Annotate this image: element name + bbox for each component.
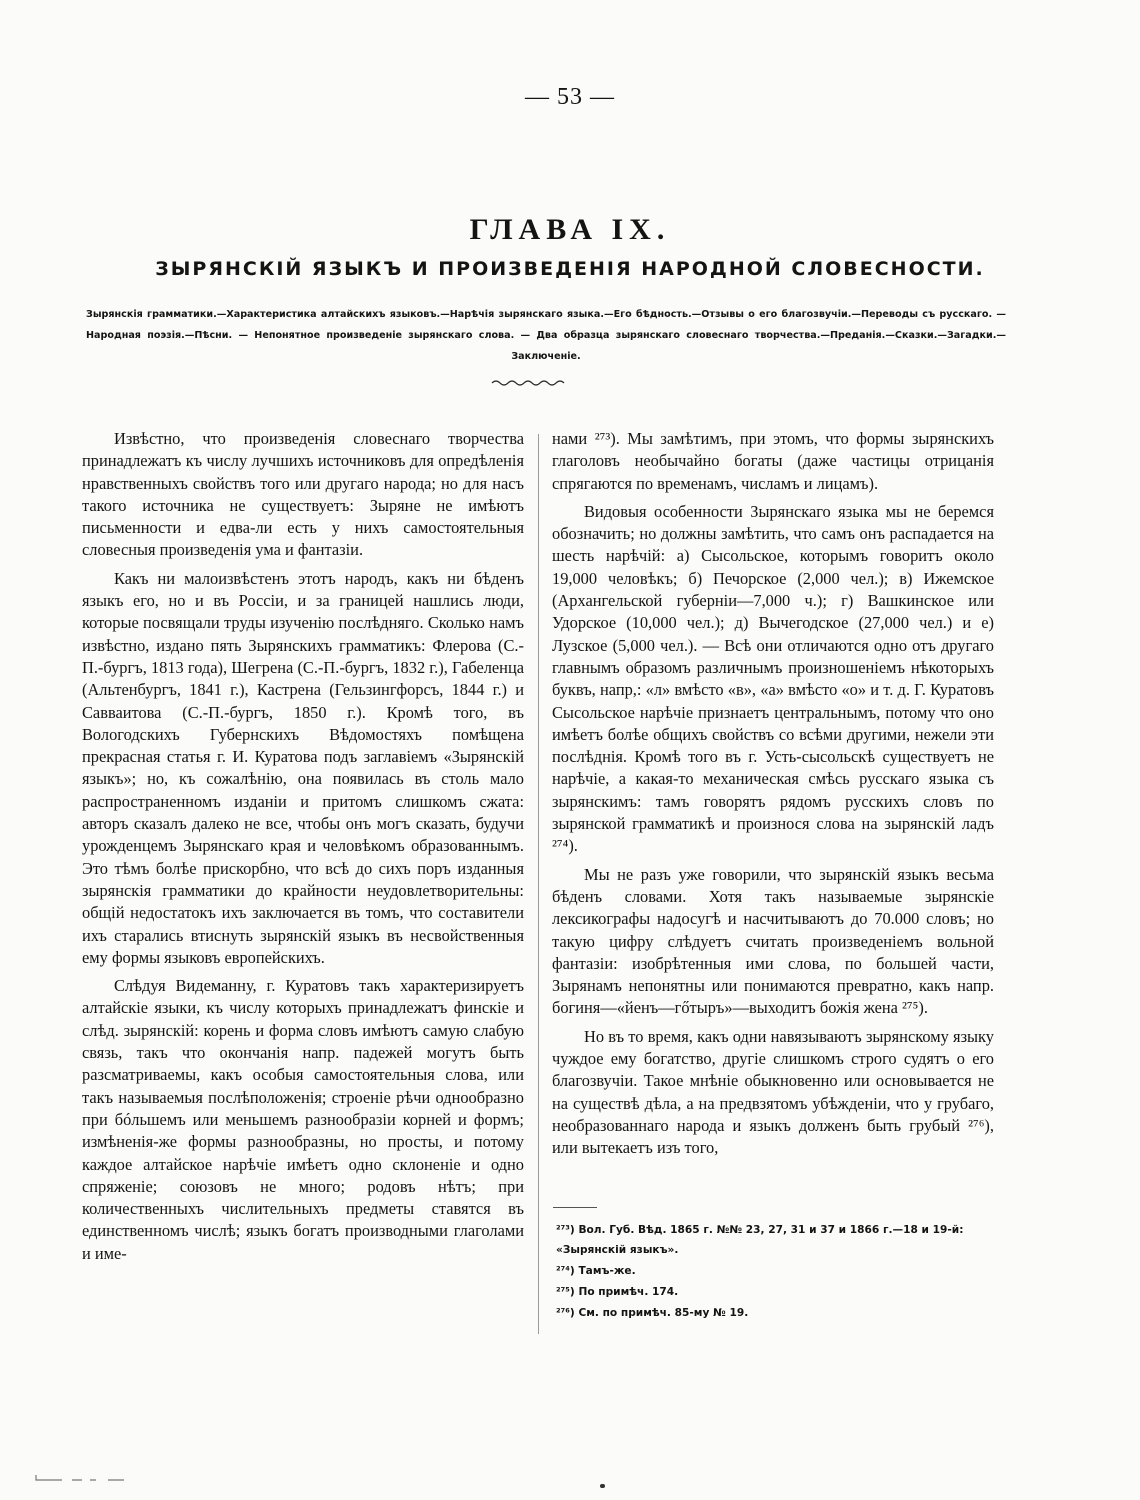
ornamental-divider <box>490 376 570 390</box>
page-number: — 53 — <box>525 84 615 110</box>
ink-dot <box>600 1484 605 1488</box>
footnote: ²⁷³) Вол. Губ. Вѣд. 1865 г. №№ 23, 27, 31 и 37 и 1866 г.—18 и 19-й: «Зырянскій языкъ». <box>556 1224 964 1256</box>
chapter-summary: Зырянскія грамматики.—Характеристика алтайскихъ языковъ.—Нарѣчія зырянскаго языка.—Его бѣдность.—Отзывы о его благозвучіи.—Переводы съ русскаго. — Народная поэзія.—Пѣсни. — Непонятное произведеніе зырянскаго слова. — Два образца зырянскаго словеснаго творчества.—Преданія.—Сказки.—Загадки.—Заключеніе. <box>86 309 1006 362</box>
footnote: ²⁷⁶) См. по примѣч. 85-му № 19. <box>556 1307 749 1319</box>
column-divider <box>538 434 539 1334</box>
footnote-rule <box>553 1207 597 1208</box>
paragraph: Мы не разъ уже говорили, что зырянскій языкъ весьма бѣденъ словами. Хотя такъ называемые зырянскіе лексикографы надосугѣ и насчитываютъ до 70.000 словъ; но такую цифру слѣдуетъ считать произведеніемъ вольной фантазіи: изобрѣтенныя ими слова, по большей части, Зырянамъ непонятны или понимаются превратно, какъ напр. богиня—«йенъ—гőтыръ»—выходитъ божія жена ²⁷⁵). <box>552 864 994 1018</box>
paragraph: Видовыя особенности Зырянскаго языка мы не беремся обозначить; но должны замѣтить, что самъ онъ распадается на шесть нарѣчій: а) Сысольское, которымъ говоритъ около 19,000 человѣкъ; б) Печорское (2,000 чел.); в) Ижемское (Архангельской губерніи—7,000 ч.); г) Вашкинское или Удорское (10,000 чел.); д) Вычегодское (27,000 чел.) и е) Лузское (5,000 чел.). — Всѣ они отличаются одно отъ другаго главнымъ образомъ различнымъ произношеніемъ нѣкоторыхъ буквъ, напр,: «л» вмѣсто «в», «а» вмѣсто «о» и т. д. Г. Куратовъ Сысольское нарѣчіе признаетъ центральнымъ, потому что оно имѣетъ болѣе общихъ свойствъ со всѣми другими, нежели эти послѣднія. Кромѣ того въ г. Усть-сысольскѣ существуетъ не нарѣчіе, а какая-то механическая смѣсь русскаго языка съ зырянскимъ: тамъ говорятъ рядомъ русскихъ словъ по зырянской грамматикѣ и произнося слова на зырянскій ладъ ²⁷⁴). <box>552 501 994 856</box>
chapter-subtitle: ЗЫРЯНСКІЙ ЯЗЫКЪ И ПРОИЗВЕДЕНІЯ НАРОДНОЙ СЛОВЕСНОСТИ. <box>155 258 985 280</box>
paragraph: Но въ то время, какъ одни навязываютъ зырянскому языку чуждое ему богатство, другіе слишкомъ строго судятъ о его благозвучіи. Такое мнѣніе обыкновенно или основывается не на существѣ дѣла, а на предвзятомъ убѣжденіи, что у грубаго, необразованнаго народа и языкъ долженъ быть грубый ²⁷⁶), или вытекаетъ изъ того, <box>552 1026 994 1158</box>
chapter-title: ГЛАВА IX. <box>469 213 671 246</box>
left-column <box>82 428 524 1265</box>
scan-mark <box>34 1474 126 1482</box>
right-column <box>552 428 994 1160</box>
footnote: ²⁷⁵) По примѣч. 174. <box>556 1286 679 1298</box>
paragraph: Слѣдуя Видеманну, г. Куратовъ такъ характеризируетъ алтайскіе языки, къ числу которыхъ принадлежатъ финскіе и слѣд. зырянскій: корень и форма словъ имѣютъ самую слабую связь, такъ что окончанія напр. падежей могутъ быть разсматриваемы, какъ особыя самостоятельныя слова, или такъ называемыя послѣположенія; строеніе рѣчи однообразно при бóльшемъ или меньшемъ разнообразіи корней и формъ; измѣненія-же формы разнообразны, но просты, и потому каждое алтайское нарѣчіе имѣетъ одно склоненіе и одно спряженіе; союзовъ не много; родовъ нѣтъ; при количественныхъ числительныхъ предметы ставятся въ единственномъ числѣ; языкъ богатъ производными глаголами и име- <box>82 976 524 1263</box>
footnote: ²⁷⁴) Тамъ-же. <box>556 1265 636 1277</box>
paragraph: Какъ ни малоизвѣстенъ этотъ народъ, какъ ни бѣденъ языкъ его, но и въ Россіи, и за границей нашлись люди, которые посвящали труды изученію послѣдняго. Сколько намъ извѣстно, издано пять Зырянскихъ грамматикъ: Флерова (С.-П.-бургъ, 1813 года), Шегрена (С.-П.-бургъ, 1832 г.), Габеленца (Альтенбургъ, 1841 г.), Кастрена (Гельзингфорсъ, 1844 г.) и Савваитова (С.-П.-бургъ, 1850 г.). Кромѣ того, въ Вологодскихъ Губернскихъ Вѣдомостяхъ помѣщена прекрасная статья г. И. Куратова подъ заглавіемъ «Зырянскій языкъ»; но, къ сожалѣнію, она появилась въ столь мало распространенномъ изданіи и притомъ слишкомъ сжата: авторъ сказалъ далеко не все, чтобы онъ могъ сказать, будучи урожденцемъ Зырянскаго края и человѣкомъ образованнымъ. Это тѣмъ болѣе прискорбно, что всѣ до сихъ поръ изданныя зырянскія грамматики до крайности неудовлетворительны: общій недостатокъ ихъ заключается въ томъ, что составители ихъ старались втиснуть зырянскій языкъ въ несвойственныя ему формы языковъ европейскихъ. <box>82 568 524 967</box>
paragraph: Извѣстно, что произведенія словеснаго творчества принадлежатъ къ числу лучшихъ источниковъ для опредѣленія нравственныхъ свойствъ того или другаго народа; но для насъ такого источника не существуетъ: Зыряне не имѣютъ письменности и едва-ли есть у нихъ самостоятельныя словесныя произведенія ума и фантазіи. <box>82 429 524 560</box>
paragraph: нами ²⁷³). Мы замѣтимъ, при этомъ, что формы зырянскихъ глаголовъ необычайно богаты (даже частицы отрицанія спрягаются по временамъ, числамъ и лицамъ). <box>552 429 994 493</box>
footnotes <box>556 1220 996 1323</box>
